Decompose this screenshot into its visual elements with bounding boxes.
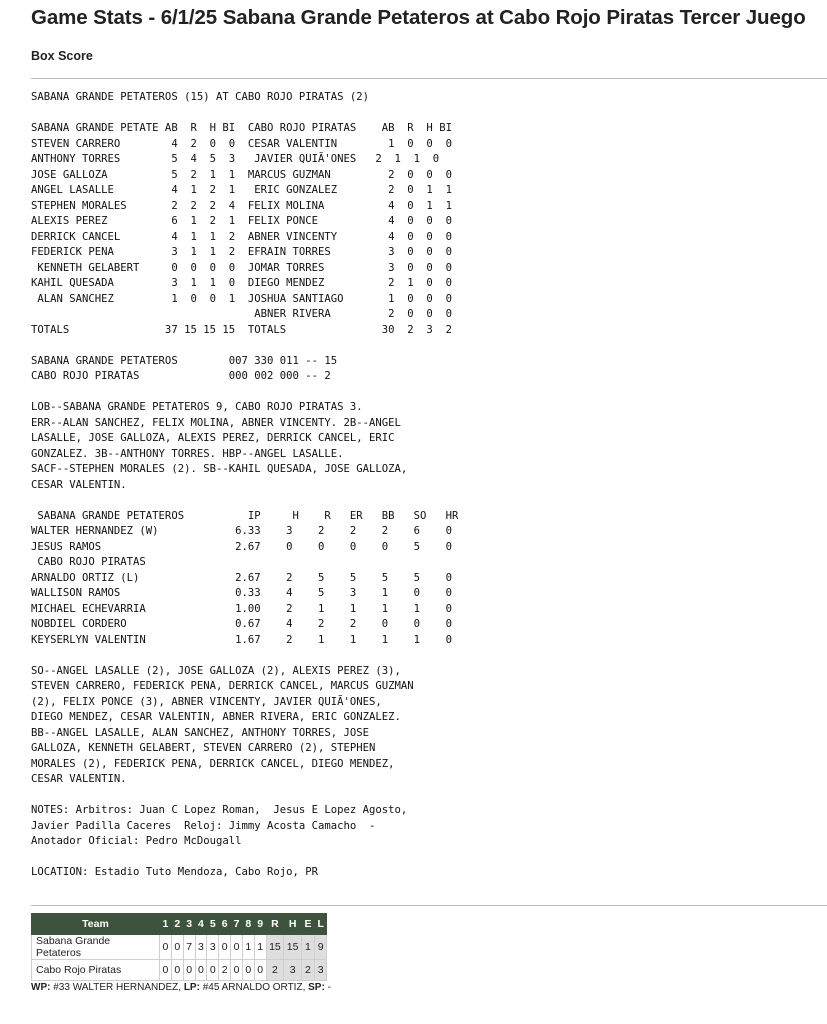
header-runs: R: [266, 914, 284, 935]
sp-value: -: [327, 982, 331, 993]
inning-score: 1: [242, 935, 254, 960]
inning-score: 0: [160, 935, 172, 960]
inning-score: 3: [195, 935, 207, 960]
header-inning-2: 2: [171, 914, 183, 935]
sp-label: SP:: [308, 982, 325, 993]
header-inning-1: 1: [160, 914, 172, 935]
header-inning-8: 8: [242, 914, 254, 935]
box-score-text: SABANA GRANDE PETATEROS (15) AT CABO ROJO PIRATAS (2) SABANA GRANDE PETATE AB R H BI CABO ROJO PIRATAS AB R H BI STEVEN CARRERO 4 2 0 0 CESAR VALENTIN 1 0 0 0 ANTHONY TORRES 5 4 5 3 JAVIER QUIÃ'ONES 2 1 1 0 JOSE GALLOZA 5 2 1 1 MARCUS GUZMAN 2 0 0 0 ANGEL LASALLE 4 1 2 1 ERIC GONZALEZ 2 0 1 1 STEPHEN MORALES 2 2 2 4 FELIX MOLINA 4 0 1 1 ALEXIS PEREZ 6 1 2 1 FELIX PONCE 4 0 0 0 DERRICK CANCEL 4 1 1 2 ABNER VINCENTY 4 0 0 0 FEDERICK PENA 3 1 1 2 EFRAIN TORRES 3 0 0 0 KENNETH GELABERT 0 0 0 0 JOMAR TORRES 3 0 0 0 KAHIL QUESADA 3 1 1 0 DIEGO MENDEZ 2 1 0 0 ALAN SANCHEZ 1 0 0 1 JOSHUA SANTIAGO 1 0 0 0 ABNER RIVERA 2 0 0 0 TOTALS 37 15 15 15 TOTALS 30 2 3 2 SABANA GRANDE PETATEROS 007 330 011 -- 15 CABO ROJO PIRATAS 000 002 000 -- 2 LOB--SABANA GRANDE PETATEROS 9, CABO ROJO PIRATAS 3. ERR--ALAN SANCHEZ, FELIX MOLINA, ABNER VINCENTY. 2B--ANGEL LASALLE, JOSE GALLOZA, ALEXIS PEREZ, DERRICK CANCEL, ERIC GONZALEZ. 3B--ANTHONY TORRES. HBP--ANGEL LASALLE. SACF--STEPHEN MORALES (2). SB--KAHIL QUESADA, JOSE GALLOZA, CESAR VALENTIN. SABANA GRANDE PETATEROS IP H R ER BB SO HR WALTER HERNANDEZ (W) 6.33 3 2 2 2 6 0 JESUS RAMOS 2.67 0 0 0 0 5 0 CABO ROJO PIRATAS ARNALDO ORTIZ (L) 2.67 2 5 5 5 5 0 WALLISON RAMOS 0.33 4 5 3 1 0 0 MICHAEL ECHEVARRIA 1.00 2 1 1 1 1 0 NOBDIEL CORDERO 0.67 4 2 2 0 0 0 KEYSERLYN VALENTIN 1.67 2 1 1 1 1 0 SO--ANGEL LASALLE (2), JOSE GALLOZA (2), ALEXIS PEREZ (3), STEVEN CARRERO, FEDERICK PENA, DERRICK CANCEL, MARCUS GUZMAN (2), FELIX PONCE (3), ABNER VINCENTY, JAVIER QUIÃ'ONES, DIEGO MENDEZ, CESAR VALENTIN, ABNER RIVERA, ERIC GONZALEZ. BB--ANGEL LASALLE, ALAN SANCHEZ, ANTHONY TORRES, JOSE GALLOZA, KENNETH GELABERT, STEVEN CARRERO (2), STEPHEN MORALES (2), FEDERICK PENA, DERRICK CANCEL, DIEGO MENDEZ, CESAR VALENTIN. NOTES: Arbitros: Juan C Lopez Roman, Jesus E Lopez Agosto, Javier Padilla Caceres Reloj: Jimmy Acosta Camacho - Anotador Oficial: Pedro McDougall LOCATION: Estadio Tuto Mendoza, Cabo Rojo, PR: [31, 91, 459, 878]
hits-total: 3: [284, 960, 302, 981]
inning-score: 0: [195, 960, 207, 981]
inning-score: 0: [254, 960, 266, 981]
linescore-header-row: [32, 914, 327, 935]
table-row: [32, 935, 327, 960]
lp-label: LP:: [183, 982, 200, 993]
header-hits: H: [284, 914, 302, 935]
lob-total: 9: [314, 935, 326, 960]
inning-score: 0: [207, 960, 219, 981]
top-divider: [31, 78, 827, 79]
header-inning-5: 5: [207, 914, 219, 935]
inning-score: 3: [207, 935, 219, 960]
team-name: Cabo Rojo Piratas: [32, 960, 160, 981]
runs-total: 2: [266, 960, 284, 981]
errors-total: 1: [301, 935, 314, 960]
inning-score: 0: [171, 960, 183, 981]
bottom-divider: [31, 905, 827, 906]
box-score-heading: Box Score: [31, 49, 93, 63]
linescore-table: [31, 913, 327, 981]
header-errors: E: [301, 914, 314, 935]
inning-score: 0: [231, 935, 243, 960]
pitcher-summary: [31, 982, 331, 993]
wp-label: WP:: [31, 982, 51, 993]
inning-score: 0: [231, 960, 243, 981]
inning-score: 0: [160, 960, 172, 981]
inning-score: 1: [254, 935, 266, 960]
header-inning-9: 9: [254, 914, 266, 935]
inning-score: 7: [183, 935, 195, 960]
page-title: Game Stats - 6/1/25 Sabana Grande Petateros at Cabo Rojo Piratas Tercer Juego: [31, 6, 806, 29]
lp-value: #45 ARNALDO ORTIZ,: [202, 982, 306, 993]
inning-score: 0: [219, 935, 231, 960]
header-team: Team: [32, 914, 160, 935]
inning-score: 0: [171, 935, 183, 960]
table-row: [32, 960, 327, 981]
header-inning-7: 7: [231, 914, 243, 935]
hits-total: 15: [284, 935, 302, 960]
header-lob: L: [314, 914, 326, 935]
inning-score: 0: [183, 960, 195, 981]
wp-value: #33 WALTER HERNANDEZ,: [53, 982, 182, 993]
header-inning-6: 6: [219, 914, 231, 935]
header-inning-3: 3: [183, 914, 195, 935]
team-name: Sabana Grande Petateros: [32, 935, 160, 960]
header-inning-4: 4: [195, 914, 207, 935]
inning-score: 2: [219, 960, 231, 981]
inning-score: 0: [242, 960, 254, 981]
errors-total: 2: [301, 960, 314, 981]
lob-total: 3: [314, 960, 326, 981]
runs-total: 15: [266, 935, 284, 960]
